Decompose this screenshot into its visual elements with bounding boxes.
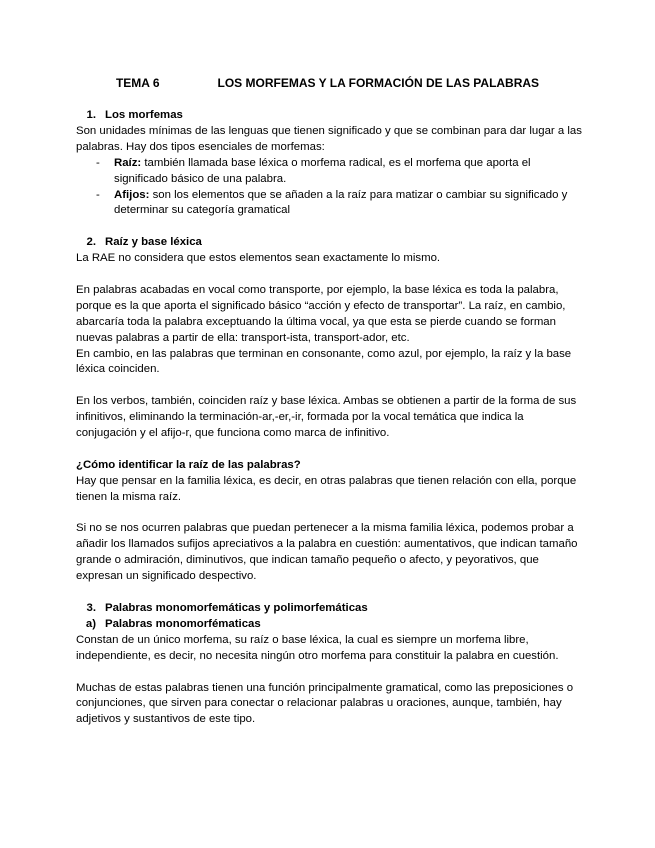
section-2-heading: 2. Raíz y base léxica xyxy=(86,236,202,249)
list-item-raiz: - Raíz: también llamada base léxica o morfema radical, es el morfema que aporta el significado básico de una palabra. xyxy=(96,156,531,185)
document-title xyxy=(0,76,655,90)
section-3a-heading: a) Palabras monomorfématicas xyxy=(85,617,261,630)
title-text: LOS MORFEMAS Y LA FORMACIÓN DE LAS PALABRAS xyxy=(217,76,540,90)
list-item-afijos: - Afijos: son los elementos que se añaden a la raíz para matizar o cambiar su significado y determinar su categoría gramatical xyxy=(96,188,568,217)
section-2-paragraph-4: En los verbos, también, coinciden raíz y base léxica. Ambas se obtienen a partir de la forma de sus infinitivos, eliminando la terminación-ar,-er,-ir, formada por la vocal temática que indica la conjugación y el afijo-r, que funciona como marca de infinitivo. xyxy=(76,395,577,440)
section-3-paragraph-2: Muchas de estas palabras tienen una función principalmente gramatical, como las preposiciones o conjunciones, que sirven para conectar o relacionar palabras u oraciones, aunque, también, hay adjetivos y sustantivos de este tipo. xyxy=(76,681,574,726)
document-body xyxy=(76,108,582,728)
section-2-paragraph-5: Hay que pensar en la familia léxica, es decir, en otras palabras que tienen relación con ella, porque tienen la misma raíz. xyxy=(76,474,577,503)
section-2-question: ¿Cómo identificar la raíz de las palabras? xyxy=(76,458,301,471)
section-2-paragraph-2: En palabras acabadas en vocal como transporte, por ejemplo, la base léxica es toda la palabra, porque es la que aporta el significado básico “acción y efecto de transportar”. La raíz, en cambio, abarcaría toda la palabra exceptuando la última vocal, ya que esta se pierde cuando se forman nuevas palabras a partir de ella: transport-ista, transport-ador, etc. xyxy=(76,283,566,344)
section-3-paragraph-1: Constan de un único morfema, su raíz o base léxica, la cual es siempre un morfema libre, independiente, es decir, no necesita ningún otro morfema para constituir la palabra en cuestión. xyxy=(76,633,559,662)
section-1-intro: Son unidades mínimas de las lenguas que tienen significado y que se combinan para dar lugar a las palabras. Hay dos tipos esenciales de morfemas: xyxy=(76,124,582,153)
morpheme-types-list xyxy=(76,156,582,220)
section-3-heading: 3. Palabras monomorfemáticas y polimorfemáticas xyxy=(86,602,368,614)
section-2-paragraph-1: La RAE no considera que estos elementos sean exactamente lo mismo. xyxy=(76,252,441,265)
section-1-heading: 1. Los morfemas xyxy=(86,109,183,121)
section-2-paragraph-6: Si no se nos ocurren palabras que puedan pertenecer a la misma familia léxica, podemos probar a añadir los llamados sufijos apreciativos a la palabra en cuestión: aumentativos, que indican tamaño grande o admiración, diminutivos, que indican tamaño pequeño o afecto, y peyorativos, que expresan un significado despectivo. xyxy=(76,522,578,583)
section-2-paragraph-3: En cambio, en las palabras que terminan en consonante, como azul, por ejemplo, la raíz y la base léxica coinciden. xyxy=(76,347,572,376)
title-label: TEMA 6 xyxy=(115,76,160,90)
